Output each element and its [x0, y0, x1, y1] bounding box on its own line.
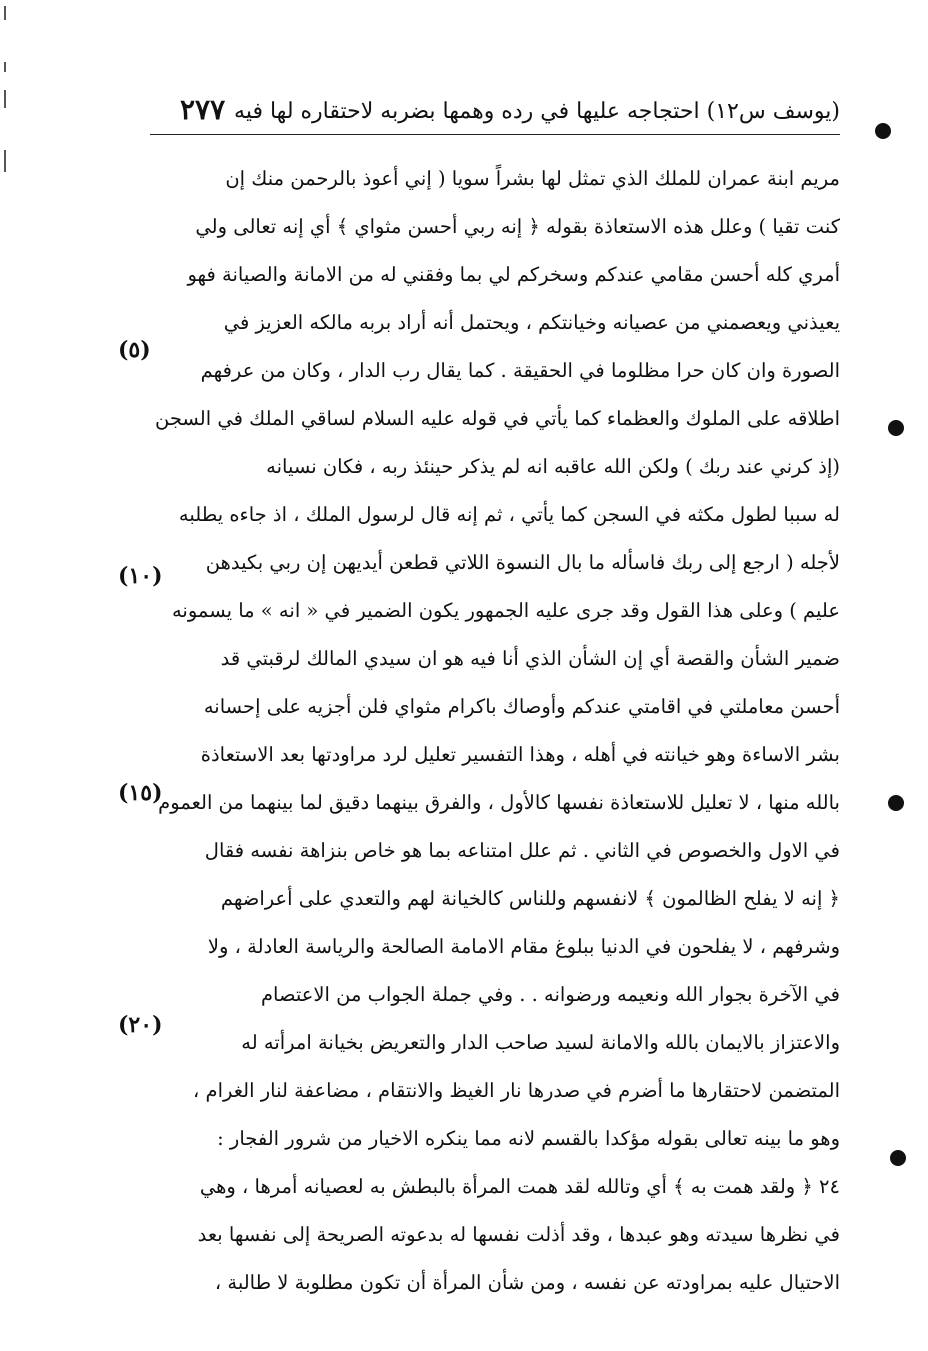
- text-line: والاعتزاز بالايمان بالله والامانة لسيد صاحب الدار والتعريض بخيانة امرأته له: [241, 1031, 840, 1054]
- text-line: اطلاقه على الملوك والعظماء كما يأتي في قوله عليه السلام لساقي الملك في السجن: [154, 407, 840, 430]
- margin-line-number: (١٠): [118, 563, 163, 589]
- scan-edge-mark: [4, 62, 6, 72]
- text-line: وشرفهم ، لا يفلحون في الدنيا ببلوغ مقام الامامة الصالحة والرياسة العادلة ، ولا: [207, 935, 840, 958]
- punch-hole: [890, 1150, 906, 1166]
- text-line: أحسن معاملتي في اقامتي عندكم وأوصاك باكرام مثواي فلن أجزيه على إحسانه: [203, 695, 840, 718]
- text-line: ﴿ إنه لا يفلح الظالمون ﴾ لانفسهم وللناس كالخيانة لهم والتعدي على أعراضهم: [220, 887, 840, 910]
- text-line: ضمير الشأن والقصة أي إن الشأن الذي أنا فيه هو ان سيدي المالك لرقبتي قد: [220, 647, 840, 670]
- margin-line-number: (٥): [118, 337, 151, 363]
- text-line: عليم ) وعلى هذا القول وقد جرى عليه الجمهور يكون الضمير في « انه » ما يسمونه: [171, 599, 840, 622]
- header-rule: [150, 134, 840, 135]
- scan-edge-mark: [4, 6, 6, 20]
- margin-line-number: (٢٠): [118, 1012, 163, 1038]
- text-line: في نظرها سيدته وهو عبدها ، وقد أذلت نفسها له بدعوته الصريحة إلى نفسها بعد: [197, 1223, 840, 1246]
- text-line: المتضمن لاحتقارها ما أضرم في صدرها نار الغيظ والانتقام ، مضاعفة لنار الغرام ،: [193, 1079, 840, 1102]
- text-line: (إذ كرني عند ربك ) ولكن الله عاقبه انه لم يذكر حينئذ ربه ، فكان نسيانه: [266, 455, 840, 478]
- text-line: يعيذني ويعصمني من عصيانه وخيانتكم ، ويحتمل أنه أراد بربه مالكه العزيز في: [223, 311, 840, 334]
- punch-hole: [888, 795, 904, 811]
- text-line: ٢٤ ﴿ ولقد همت به ﴾ أي وتالله لقد همت المرأة بالبطش به لعصيانه أمرها ، وهي: [199, 1175, 840, 1198]
- text-line: بالله منها ، لا تعليل للاستعاذة نفسها كالأول ، والفرق بينهما دقيق لما بينهما من العموم: [158, 791, 840, 814]
- text-line: وهو ما بينه تعالى بقوله مؤكدا بالقسم لانه مما ينكره الاخيار من شرور الفجار :: [217, 1127, 840, 1150]
- text-line: بشر الاساءة وهو خيانته في أهله ، وهذا التفسير تعليل لرد مراودتها بعد الاستعاذة: [200, 743, 840, 766]
- running-header: [150, 92, 840, 132]
- punch-hole: [888, 420, 904, 436]
- text-line: في الاول والخصوص في الثاني . ثم علل امتناعه بما هو خاص بنزاهة نفسه فقال: [204, 839, 840, 862]
- text-line: في الآخرة بجوار الله ونعيمه ورضوانه . . وفي جملة الجواب من الاعتصام: [260, 983, 840, 1006]
- text-line: كنت تقيا ) وعلل هذه الاستعاذة بقوله ﴿ إنه ربي أحسن مثواي ﴾ أي إنه تعالى ولي: [195, 215, 840, 238]
- text-line: أمري كله أحسن مقامي عندكم وسخركم لي بما وفقني له من الامانة والصيانة فهو: [187, 263, 840, 286]
- text-line: الاحتيال عليه بمراودته عن نفسه ، ومن شأن المرأة أن تكون مطلوبة لا طالبة ،: [214, 1271, 840, 1294]
- text-line: له سببا لطول مكثه في السجن كما يأتي ، ثم إنه قال لرسول الملك ، اذ جاءه يطلبه: [178, 503, 840, 526]
- scan-edge-mark: [4, 90, 6, 108]
- text-line: الصورة وان كان حرا مظلوما في الحقيقة . كما يقال رب الدار ، وكان من عرفهم: [200, 359, 840, 382]
- margin-line-number: (١٥): [118, 780, 163, 806]
- text-line: مريم ابنة عمران للملك الذي تمثل لها بشراً سويا ( إني أعوذ بالرحمن منك إن: [225, 167, 840, 190]
- page-number: ٢٧٧: [180, 93, 226, 126]
- text-line: لأجله ( ارجع إلى ربك فاسأله ما بال النسوة اللاتي قطعن أيديهن إن ربي بكيدهن: [205, 551, 840, 574]
- punch-hole: [875, 123, 891, 139]
- header-title: (يوسف س١٢) احتجاجه عليها في رده وهمها بضربه لاحتقاره لها فيه: [234, 99, 840, 124]
- scan-edge-mark: [4, 150, 6, 172]
- body-text: [150, 155, 840, 1307]
